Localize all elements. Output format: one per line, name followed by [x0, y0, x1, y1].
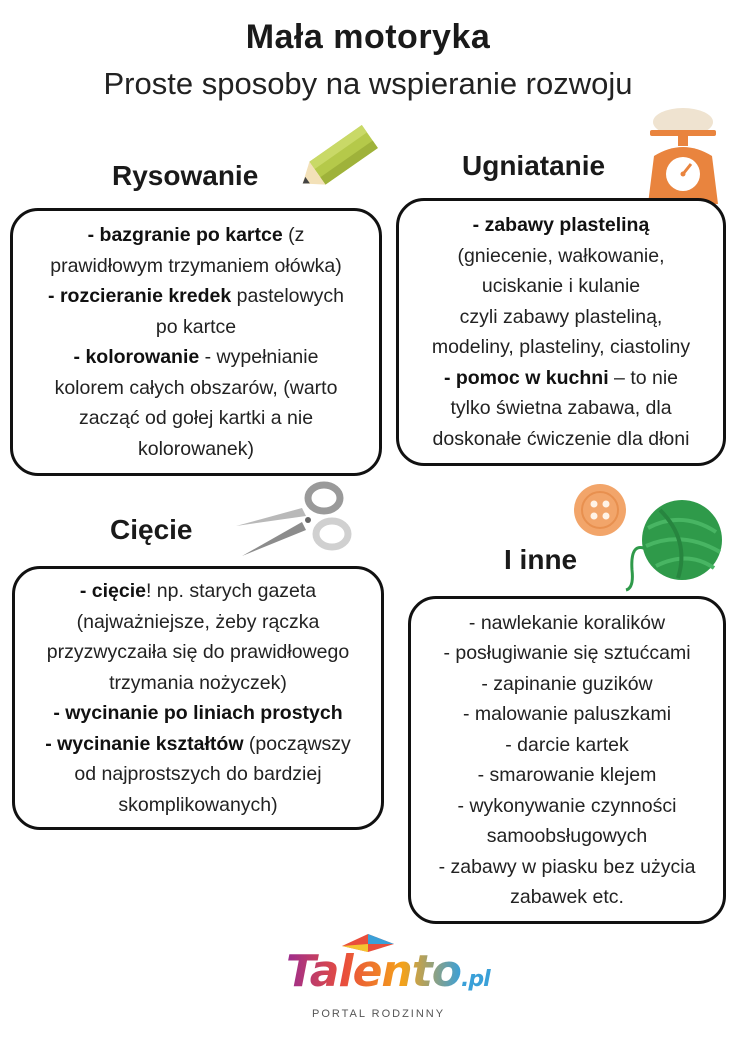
kitchen-scale-icon: [640, 104, 726, 208]
button-and-yarn-icon: [570, 480, 730, 592]
list-item-text: od najprostszych do bardziej: [74, 763, 322, 785]
list-item: [411, 638, 723, 669]
list-item: [411, 699, 723, 730]
page-title: Mała motoryka: [245, 18, 491, 56]
list-item: [411, 760, 723, 791]
heading-inne: I inne: [504, 544, 578, 575]
list-item-text: (z: [282, 224, 305, 246]
list-item-text: - wykonywanie czynności: [457, 794, 677, 817]
list-item: [13, 403, 379, 434]
list-item-bold: - cięcie: [79, 580, 146, 602]
list-item: [411, 882, 723, 913]
list-item-bold: - rozcieranie kredek: [48, 285, 232, 307]
list-item-text: przyzwyczaiła się do prawidłowego: [46, 641, 350, 663]
list-item: [13, 281, 379, 312]
list-item: [13, 220, 379, 251]
list-item: [399, 332, 723, 363]
list-item: [411, 669, 723, 700]
list-item-text: modeliny, plasteliny, ciastoliny: [431, 336, 691, 358]
scissors-icon: [232, 478, 354, 562]
list-item-text: doskonałe ćwiczenie dla dłoni: [432, 427, 690, 450]
list-item-text: - nawlekanie koralików: [468, 611, 666, 634]
list-item-bold: - pomoc w kuchni: [443, 366, 609, 389]
list-item-text: – to nie: [608, 366, 679, 389]
list-item-text: - posługiwanie się sztućcami: [443, 642, 691, 664]
logo-tagline: PORTAL RODZINNY: [312, 1008, 446, 1020]
list-item: [399, 393, 723, 424]
list-item: [399, 424, 723, 455]
list-item-text: pastelowych: [231, 285, 344, 307]
list-item: [15, 607, 381, 638]
list-item: [15, 698, 381, 729]
list-item-bold: - wycinanie kształtów: [45, 732, 244, 755]
list-item: [411, 821, 723, 852]
list-item-text: tylko świetna zabawa, dla: [450, 397, 672, 419]
list-item-text: - zapinanie guzików: [481, 672, 653, 695]
list-item: [411, 791, 723, 822]
box-inne: [408, 596, 726, 924]
list-item-text: - wypełnianie: [199, 346, 319, 368]
list-item: [15, 576, 381, 607]
heading-ugniatanie: Ugniatanie: [462, 150, 606, 181]
list-item-bold: - kolorowanie: [73, 346, 200, 368]
list-item-text: zacząć od gołej kartki a nie: [78, 407, 314, 429]
list-item-text: czyli zabawy plasteliną,: [459, 305, 663, 328]
list-item: [411, 852, 723, 883]
heading-rysowanie: Rysowanie: [112, 160, 259, 191]
list-item-text: (najważniejsze, żeby rączka: [76, 610, 320, 633]
page-subtitle: Proste sposoby na wspieranie rozwoju: [103, 66, 633, 101]
list-item-text: po kartce: [155, 315, 237, 338]
list-item-text: ! np. starych gazeta: [145, 580, 317, 602]
heading-ciecie: Cięcie: [110, 514, 193, 545]
list-item-text: skomplikowanych): [118, 793, 278, 816]
logo-brand: Talento: [286, 946, 461, 997]
list-item-text: uciskanie i kulanie: [481, 275, 641, 297]
list-item: [13, 251, 379, 282]
list-item: [399, 302, 723, 333]
list-item: [399, 210, 723, 241]
list-item-text: trzymania nożyczek): [109, 671, 287, 694]
list-item: [13, 312, 379, 343]
list-item-text: kolorowanek): [138, 437, 254, 460]
box-ciecie: [12, 566, 384, 830]
list-item: [15, 759, 381, 790]
list-item-text: - malowanie paluszkami: [462, 703, 672, 725]
list-item-text: samoobsługowych: [486, 825, 648, 847]
list-item-text: (począwszy: [243, 732, 351, 755]
list-item-text: zabawek etc.: [510, 886, 624, 908]
list-item-text: kolorem całych obszarów, (warto: [54, 376, 338, 399]
list-item: [411, 608, 723, 639]
box-rysowanie: [10, 208, 382, 476]
list-item-bold: - wycinanie po liniach prostych: [53, 702, 343, 724]
list-item-text: - zabawy w piasku bez użycia: [438, 855, 696, 878]
list-item-bold: - zabawy plasteliną: [472, 214, 650, 236]
list-item: [399, 363, 723, 394]
list-item-text: - smarowanie klejem: [477, 764, 657, 786]
list-item: [13, 434, 379, 465]
list-item-text: - darcie kartek: [505, 733, 629, 756]
box-ugniatanie: [396, 198, 726, 466]
list-item: [13, 342, 379, 373]
list-item: [399, 271, 723, 302]
pencil-icon: [292, 112, 392, 200]
list-item: [15, 637, 381, 668]
list-item: [15, 790, 381, 821]
list-item-text: prawidłowym trzymaniem ołówka): [50, 254, 342, 277]
list-item: [399, 241, 723, 272]
list-item-bold: - bazgranie po kartce: [87, 224, 283, 246]
list-item: [15, 668, 381, 699]
list-item: [411, 730, 723, 761]
list-item: [15, 729, 381, 760]
logo[interactable]: [280, 930, 490, 1030]
logo-tld: .pl: [461, 967, 490, 992]
list-item-text: (gniecenie, wałkowanie,: [457, 244, 665, 267]
list-item: [13, 373, 379, 404]
